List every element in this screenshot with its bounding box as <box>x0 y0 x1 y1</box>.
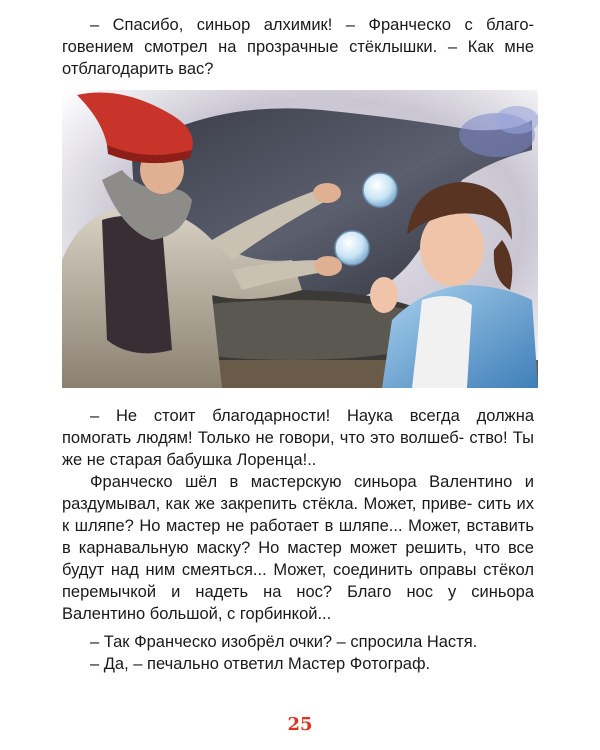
text-line: на нос? Благо нос у синьора Валентино большой, с <box>62 583 535 623</box>
story-illustration <box>62 90 538 388</box>
bottom-text <box>62 405 534 675</box>
text-line: – Не стоит благодарности! Наука всегда должна <box>90 407 534 425</box>
text-line: мне отблагодарить вас? <box>62 38 534 78</box>
text-line: сить их к шляпе? Но мастер не работает в шляпе... <box>62 495 535 535</box>
text-line: – Спасибо, синьор алхимик! – Франческо с благо- <box>90 16 534 34</box>
text-line: Франческо шёл в мастерскую синьора Валентино и <box>90 473 534 491</box>
text-line: ство! Ты же не старая бабушка Лоренца!.. <box>62 429 534 469</box>
paragraph <box>62 653 534 675</box>
alchemist-illustration <box>62 90 538 388</box>
top-paragraph <box>62 14 534 80</box>
text-line: – Так Франческо изобрёл очки? – спросила Настя. <box>90 633 478 651</box>
paragraph <box>62 14 534 80</box>
text-line: горбинкой... <box>239 605 332 623</box>
text-line: Может, соединить оправы стёкол перемычкой и надеть <box>62 561 534 601</box>
text-line: может решить, что все будут над ним смеяться... <box>62 539 534 579</box>
text-line: раздумывал, как же закрепить стёкла. Может, приве- <box>62 495 478 513</box>
paragraph <box>62 405 534 471</box>
text-line: Может, вставить в карнавальную маску? Но мастер <box>62 517 535 557</box>
paragraph <box>62 471 534 625</box>
paragraph <box>62 631 534 653</box>
text-line: – Да, – печально ответил Мастер Фотограф. <box>90 655 431 673</box>
page-number: 25 <box>287 714 313 735</box>
text-line: говением смотрел на прозрачные стёклышки. – Как <box>62 38 505 56</box>
text-line: помогать людям! Только не говори, что это волшеб- <box>62 429 470 447</box>
